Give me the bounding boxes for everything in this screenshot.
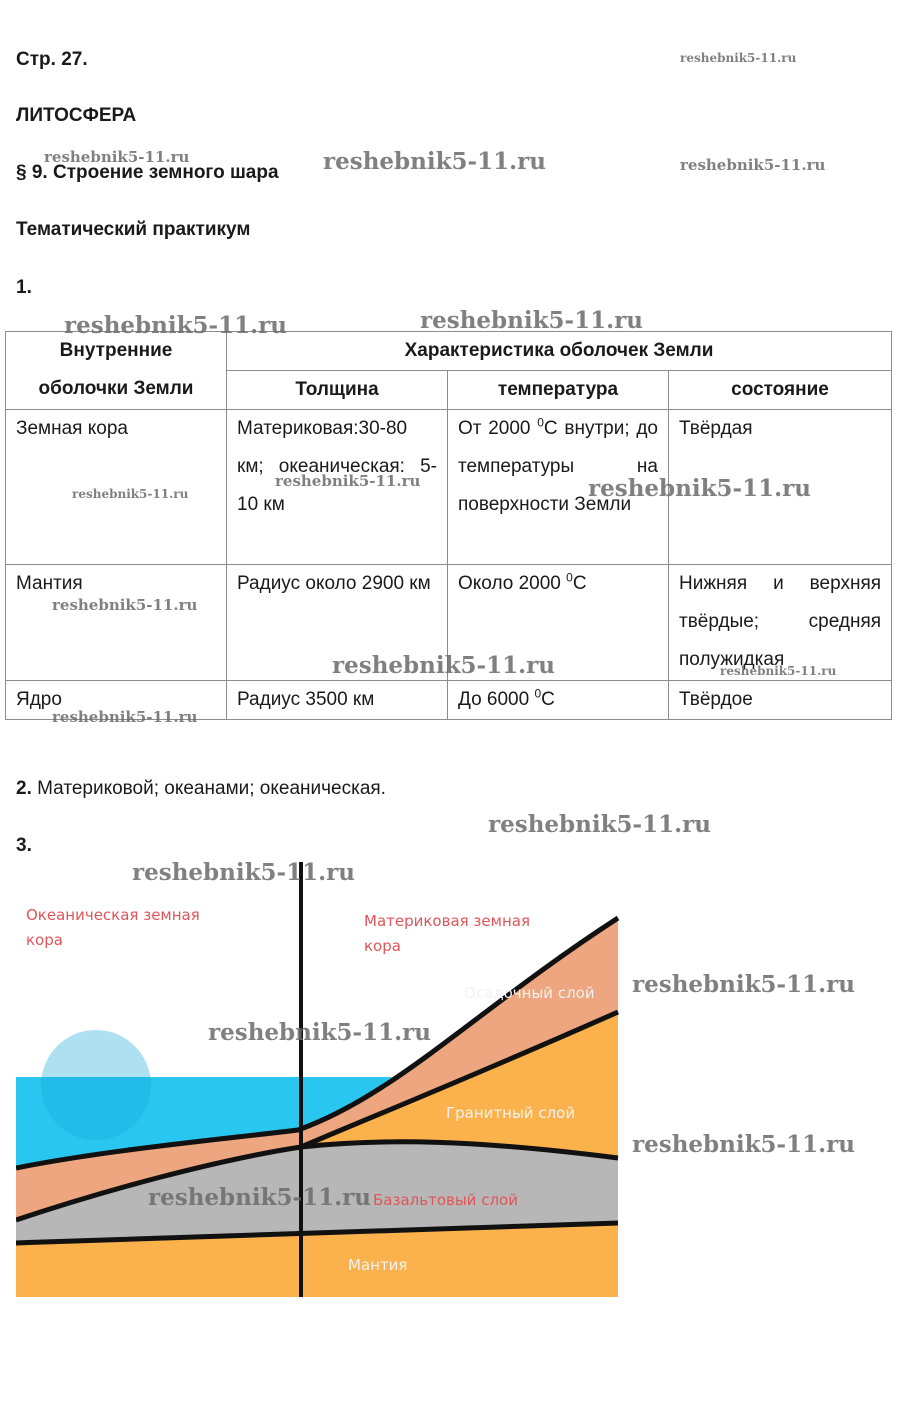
continental-crust-label-1: Материковая земная [364,912,530,930]
degree-sup: 0 [566,570,573,585]
watermark: reshebnik5-11.ru [52,596,198,614]
watermark: reshebnik5-11.ru [632,971,855,998]
watermark: reshebnik5-11.ru [148,1184,371,1211]
watermark: reshebnik5-11.ru [72,487,189,501]
task1-number: 1. [16,277,32,298]
oceanic-crust-label-2: кора [26,931,63,949]
page-reference: Стр. 27. [16,49,88,70]
continental-crust-label-2: кора [364,937,401,955]
degree-sup: 0 [537,415,544,430]
temperature-unit: С [572,573,587,594]
basalt-layer-label: Базальтовый слой [373,1191,518,1209]
temperature-unit: С внутри; до температуры на поверхности Земли [458,418,658,515]
shells-column-header [6,332,227,410]
sedimentary-layer-label: Осадочный слой [464,984,595,1002]
watermark: reshebnik5-11.ru [132,859,355,886]
watermark: reshebnik5-11.ru [275,472,421,490]
section-title: ЛИТОСФЕРА [16,105,137,126]
crust-section-svg [16,860,620,1297]
temperature-column-header: температура [448,371,669,410]
watermark: reshebnik5-11.ru [323,148,546,175]
watermark: reshebnik5-11.ru [680,51,797,65]
oceanic-crust-label-1: Океаническая земная [26,906,200,924]
watermark: reshebnik5-11.ru [332,652,555,679]
watermark: reshebnik5-11.ru [52,708,198,726]
task2-number: 2. [16,778,32,799]
state-cell: Нижняя и верхняя твёрдые; средняя полужидкая [669,565,892,681]
shell-name-cell: Ядро [6,681,227,720]
watermark: reshebnik5-11.ru [632,1131,855,1158]
state-cell: Твёрдое [669,681,892,720]
temperature-value: От 2000 [458,418,531,439]
watermark: reshebnik5-11.ru [680,156,826,174]
watermark: reshebnik5-11.ru [64,312,287,339]
degree-sup: 0 [534,686,542,701]
thickness-cell: Радиус около 2900 км [227,565,448,681]
ocean-highlight [41,1030,151,1140]
watermark: reshebnik5-11.ru [720,664,837,678]
temperature-cell [448,681,669,720]
characteristics-group-header: Характеристика оболочек Земли [227,332,892,371]
thickness-cell: Радиус 3500 км [227,681,448,720]
watermark: reshebnik5-11.ru [420,307,643,334]
state-cell: Твёрдая [669,410,892,565]
shells-header-line2: оболочки Земли [38,378,194,399]
thickness-column-header: Толщина [227,371,448,410]
granite-layer-label: Гранитный слой [446,1104,576,1122]
temperature-unit: С [541,689,555,710]
task2-answer [16,778,386,800]
task3-number: 3. [16,835,32,856]
earth-crust-diagram [16,860,620,1297]
task2-text: Материковой; океанами; океаническая. [37,778,386,799]
watermark: reshebnik5-11.ru [208,1019,431,1046]
watermark: reshebnik5-11.ru [488,811,711,838]
shell-name-cell: Мантия [6,565,227,681]
temperature-value: До 6000 [458,689,530,710]
practicum-subtitle: Тематический практикум [16,219,251,240]
watermark: reshebnik5-11.ru [44,148,190,166]
temperature-value: Около 2000 [458,573,561,594]
state-column-header: состояние [669,371,892,410]
shell-name-cell: Земная кора [6,410,227,565]
paragraph-title: § 9. Строение земного шара [16,162,279,183]
shells-header-line1: Внутренние [59,340,173,361]
mantle-label: Мантия [348,1256,408,1274]
thickness-cell: Материковая:30-80 км; океаническая: 5-10 км [227,410,448,565]
watermark: reshebnik5-11.ru [588,475,811,502]
